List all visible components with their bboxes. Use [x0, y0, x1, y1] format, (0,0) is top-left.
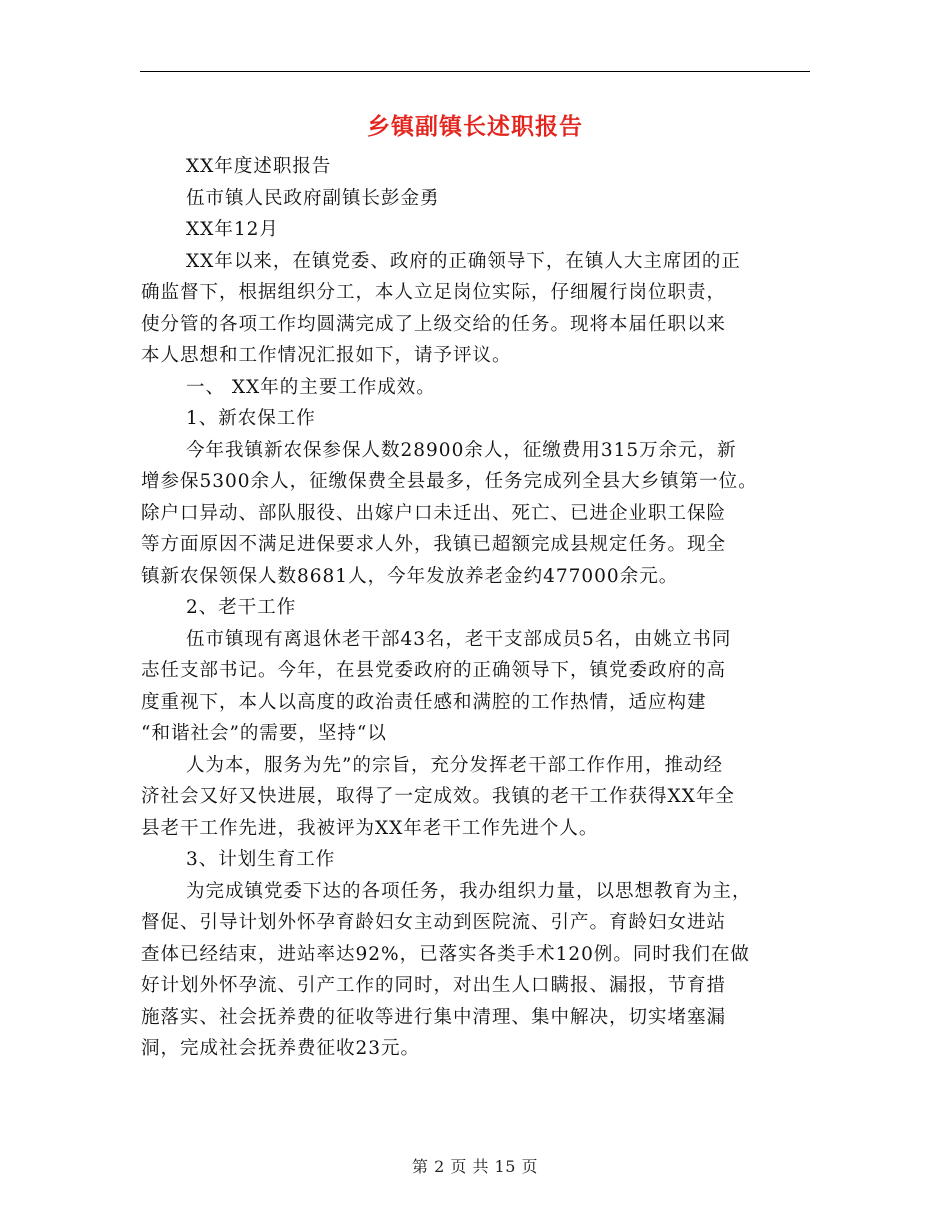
- body-line: 济社会又好又快进展，取得了一定成效。我镇的老干工作获得XX年全: [141, 786, 735, 807]
- body-line: 为完成镇党委下达的各项任务，我办组织力量，以思想教育为主，: [186, 880, 752, 902]
- page-footer: 第 2 页 共 15 页: [412, 1157, 538, 1176]
- body-line: 除户口异动、部队服役、出嫁户口未迁出、死亡、已进企业职工保险: [141, 502, 727, 524]
- body-line: XX年度述职报告: [186, 156, 332, 177]
- body-line: 度重视下，本人以高度的政治责任感和满腔的工作热情，适应构建: [141, 691, 707, 713]
- body-line: 县老干工作先进，我被评为XX年老干工作先进个人。: [141, 817, 599, 839]
- body-line: 施落实、社会抚养费的征收等进行集中清理、集中解决，切实堵塞漏: [141, 1006, 727, 1028]
- body-line: 人为本，服务为先”的宗旨，充分发挥老干部工作作用，推动经: [186, 754, 723, 776]
- body-line: “和谐社会”的需要，坚持“以: [141, 723, 387, 744]
- body-line: XX年以来，在镇党委、政府的正确领导下，在镇人大主席团的正: [186, 250, 741, 272]
- body-line: 查体已经结束，进站率达92%，已落实各类手术120例。同时我们在做: [141, 943, 750, 965]
- body-line: 志任支部书记。今年，在县党委政府的正确领导下，镇党委政府的高: [141, 660, 727, 681]
- body-line: 2、老干工作: [186, 597, 297, 618]
- body-line: 3、计划生育工作: [186, 849, 336, 870]
- body-line: 增参保5300余人，征缴保费全县最多，任务完成列全县大乡镇第一位。: [141, 471, 758, 492]
- document-body: [141, 151, 813, 1065]
- body-line: 伍市镇人民政府副镇长彭金勇: [186, 187, 440, 209]
- body-line: 等方面原因不满足进保要求人外，我镇已超额完成县规定任务。现全: [141, 534, 727, 555]
- body-line: 确监督下，根据组织分工，本人立足岗位实际，仔细履行岗位职责，: [141, 282, 727, 303]
- body-line: 洞，完成社会抚养费征收23元。: [141, 1038, 421, 1059]
- body-line: 督促、引导计划外怀孕育龄妇女主动到医院流、引产。育龄妇女进站: [141, 912, 727, 933]
- body-line: 本人思想和工作情况汇报如下，请予评议。: [141, 345, 512, 366]
- body-line: 镇新农保领保人数8681人，今年发放养老金约477000余元。: [141, 565, 679, 587]
- body-line: 1、新农保工作: [186, 408, 316, 429]
- document-title: 乡镇副镇长述职报告: [367, 113, 583, 140]
- body-line: 一、 XX年的主要工作成效。: [186, 376, 436, 398]
- body-line: 伍市镇现有离退休老干部43名，老干支部成员5名，由姚立书同: [186, 628, 732, 650]
- body-line: XX年12月: [186, 219, 279, 240]
- body-line: 今年我镇新农保参保人数28900余人，征缴费用315万余元，新: [186, 439, 737, 461]
- body-line: 好计划外怀孕流、引产工作的同时，对出生人口瞒报、漏报，节育措: [141, 975, 727, 996]
- body-line: 使分管的各项工作均圆满完成了上级交给的任务。现将本届任职以来: [141, 313, 727, 335]
- header-rule: [140, 71, 810, 72]
